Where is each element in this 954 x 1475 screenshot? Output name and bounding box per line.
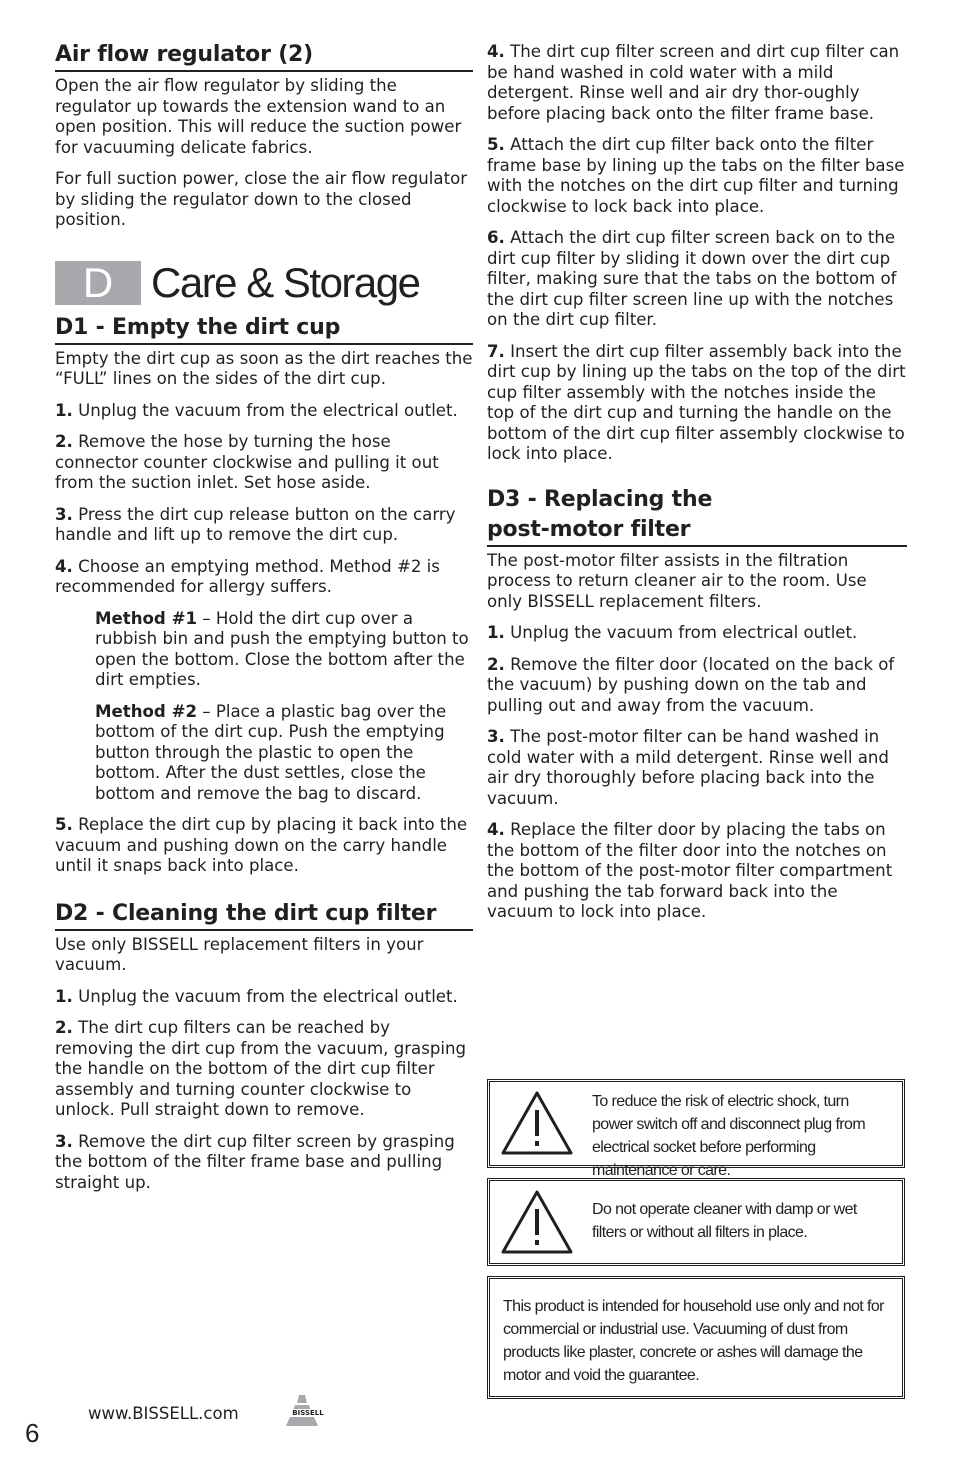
- warning-box-shock: [487, 1079, 905, 1179]
- method-2: Method #2 – Place a plastic bag over the bottom of the dirt cup. Push the emptying button through the plastic to open the bottom. After the dust settles, close the bottom and remove the bag to discard.: [95, 701, 447, 803]
- warning-text: Do not operate cleaner with damp or wet filters or without all filters in place.: [592, 1201, 857, 1241]
- d2-step: 3. Remove the dirt cup filter screen by grasping the bottom of the filter frame base and pulling straight up.: [55, 1131, 455, 1192]
- warning-triangle-icon: [500, 1090, 574, 1156]
- d2-heading: D2 - Cleaning the dirt cup filter: [55, 899, 473, 931]
- logo-text: BISSELL: [292, 1409, 324, 1417]
- airflow-paragraph: For full suction power, close the air flow regulator by sliding the regulator down to the closed position.: [55, 169, 468, 229]
- d3-heading: D3 - Replacing the post-motor filter: [487, 485, 907, 547]
- d2-step: 7. Insert the dirt cup filter assembly back into the dirt cup by lining up the tabs on the top of the dirt cup filter assembly with the notches inside the top of the dirt cup and turning the handle on the bottom of the dirt cup filter assembly clockwise to lock into place.: [487, 341, 906, 463]
- d3-step: 2. Remove the filter door (located on the back of the vacuum) by pushing down on the tab and pulling out and away from the vacuum.: [487, 654, 895, 715]
- airflow-heading: Air flow regulator (2): [55, 40, 473, 72]
- d1-step: 2. Remove the hose by turning the hose connector counter clockwise and pulling it out from the suction inlet. Set hose aside.: [55, 432, 439, 492]
- footer-url: www.BISSELL.com: [88, 1404, 239, 1423]
- left-column: [55, 40, 473, 1204]
- section-title: Care & Storage: [151, 258, 420, 306]
- d3-intro: The post-motor filter assists in the filtration process to return cleaner air to the room. Use only BISSELL replacement filters.: [487, 550, 867, 611]
- d2-step: 6. Attach the dirt cup filter screen back on to the dirt cup filter by sliding it down over the dirt cup filter, making sure that the tabs on the bottom of the dirt cup filter screen line up with the notches on the dirt cup filter.: [487, 228, 897, 329]
- d1-step: 5. Replace the dirt cup by placing it back into the vacuum and pushing down on the carry handle until it snaps back into place.: [55, 815, 468, 875]
- page-number: 6: [25, 1418, 40, 1448]
- d1-step: 1. Unplug the vacuum from the electrical outlet.: [55, 400, 458, 420]
- d2-step: 4. The dirt cup filter screen and dirt cup filter can be hand washed in cold water with a mild detergent. Rinse well and air dry thor-oughly before placing back onto the filter frame base.: [487, 42, 900, 123]
- section-header: [55, 258, 473, 306]
- warning-text: To reduce the risk of electric shock, turn power switch off and disconnect plug from electrical socket before performing maintenance or care.: [592, 1093, 866, 1179]
- section-letter: D: [55, 261, 141, 305]
- warning-box-filters: [487, 1178, 905, 1266]
- bissell-logo: [285, 1393, 331, 1427]
- d3-step: 1. Unplug the vacuum from electrical outlet.: [487, 623, 858, 642]
- d1-step: 3. Press the dirt cup release button on the carry handle and lift up to remove the dirt cup.: [55, 504, 456, 544]
- d1-heading: D1 - Empty the dirt cup: [55, 313, 473, 345]
- airflow-paragraph: Open the air flow regulator by sliding the regulator up towards the extension wand to an open position. This will reduce the suction power for vacuuming delicate fabrics.: [55, 76, 462, 157]
- method-1: Method #1 – Hold the dirt cup over a rubbish bin and push the emptying button to open the bottom. Close the bottom after the dirt empties.: [95, 608, 469, 689]
- d2-step: 1. Unplug the vacuum from the electrical outlet.: [55, 986, 458, 1006]
- d2-step: 2. The dirt cup filters can be reached by removing the dirt cup from the vacuum, grasping the handle on the bottom of the dirt cup filter assembly and turning counter clockwise to unlock. Pull straight down to remove.: [55, 1018, 467, 1119]
- d1-intro: Empty the dirt cup as soon as the dirt reaches the “FULL” lines on the sides of the dirt cup.: [55, 348, 473, 388]
- right-column: [487, 42, 907, 934]
- d2-intro: Use only BISSELL replacement filters in your vacuum.: [55, 934, 424, 974]
- d3-step: 3. The post-motor filter can be hand washed in cold water with a mild detergent. Rinse well and air dry thoroughly before placing back into the vacuum.: [487, 727, 889, 808]
- warning-triangle-icon: [500, 1189, 574, 1255]
- d3-step: 4. Replace the filter door by placing the tabs on the bottom of the filter door into the notches on the bottom of the post-motor filter compartment and pushing the tab forward back into the vacuum to lock into place.: [487, 820, 893, 921]
- d2-step: 5. Attach the dirt cup filter back onto the filter frame base by lining up the tabs on the filter base with the notches on the dirt cup filter and turning clockwise to lock back into place.: [487, 135, 905, 216]
- notice-box-household: [487, 1276, 905, 1399]
- notice-text: This product is intended for household use only and not for commercial or industrial use. Vacuuming of dust from products like plaster, concrete or ashes will damage the motor and void the guarantee.: [503, 1298, 884, 1384]
- d1-step: 4. Choose an emptying method. Method #2 is recommended for allergy suffers.: [55, 556, 440, 596]
